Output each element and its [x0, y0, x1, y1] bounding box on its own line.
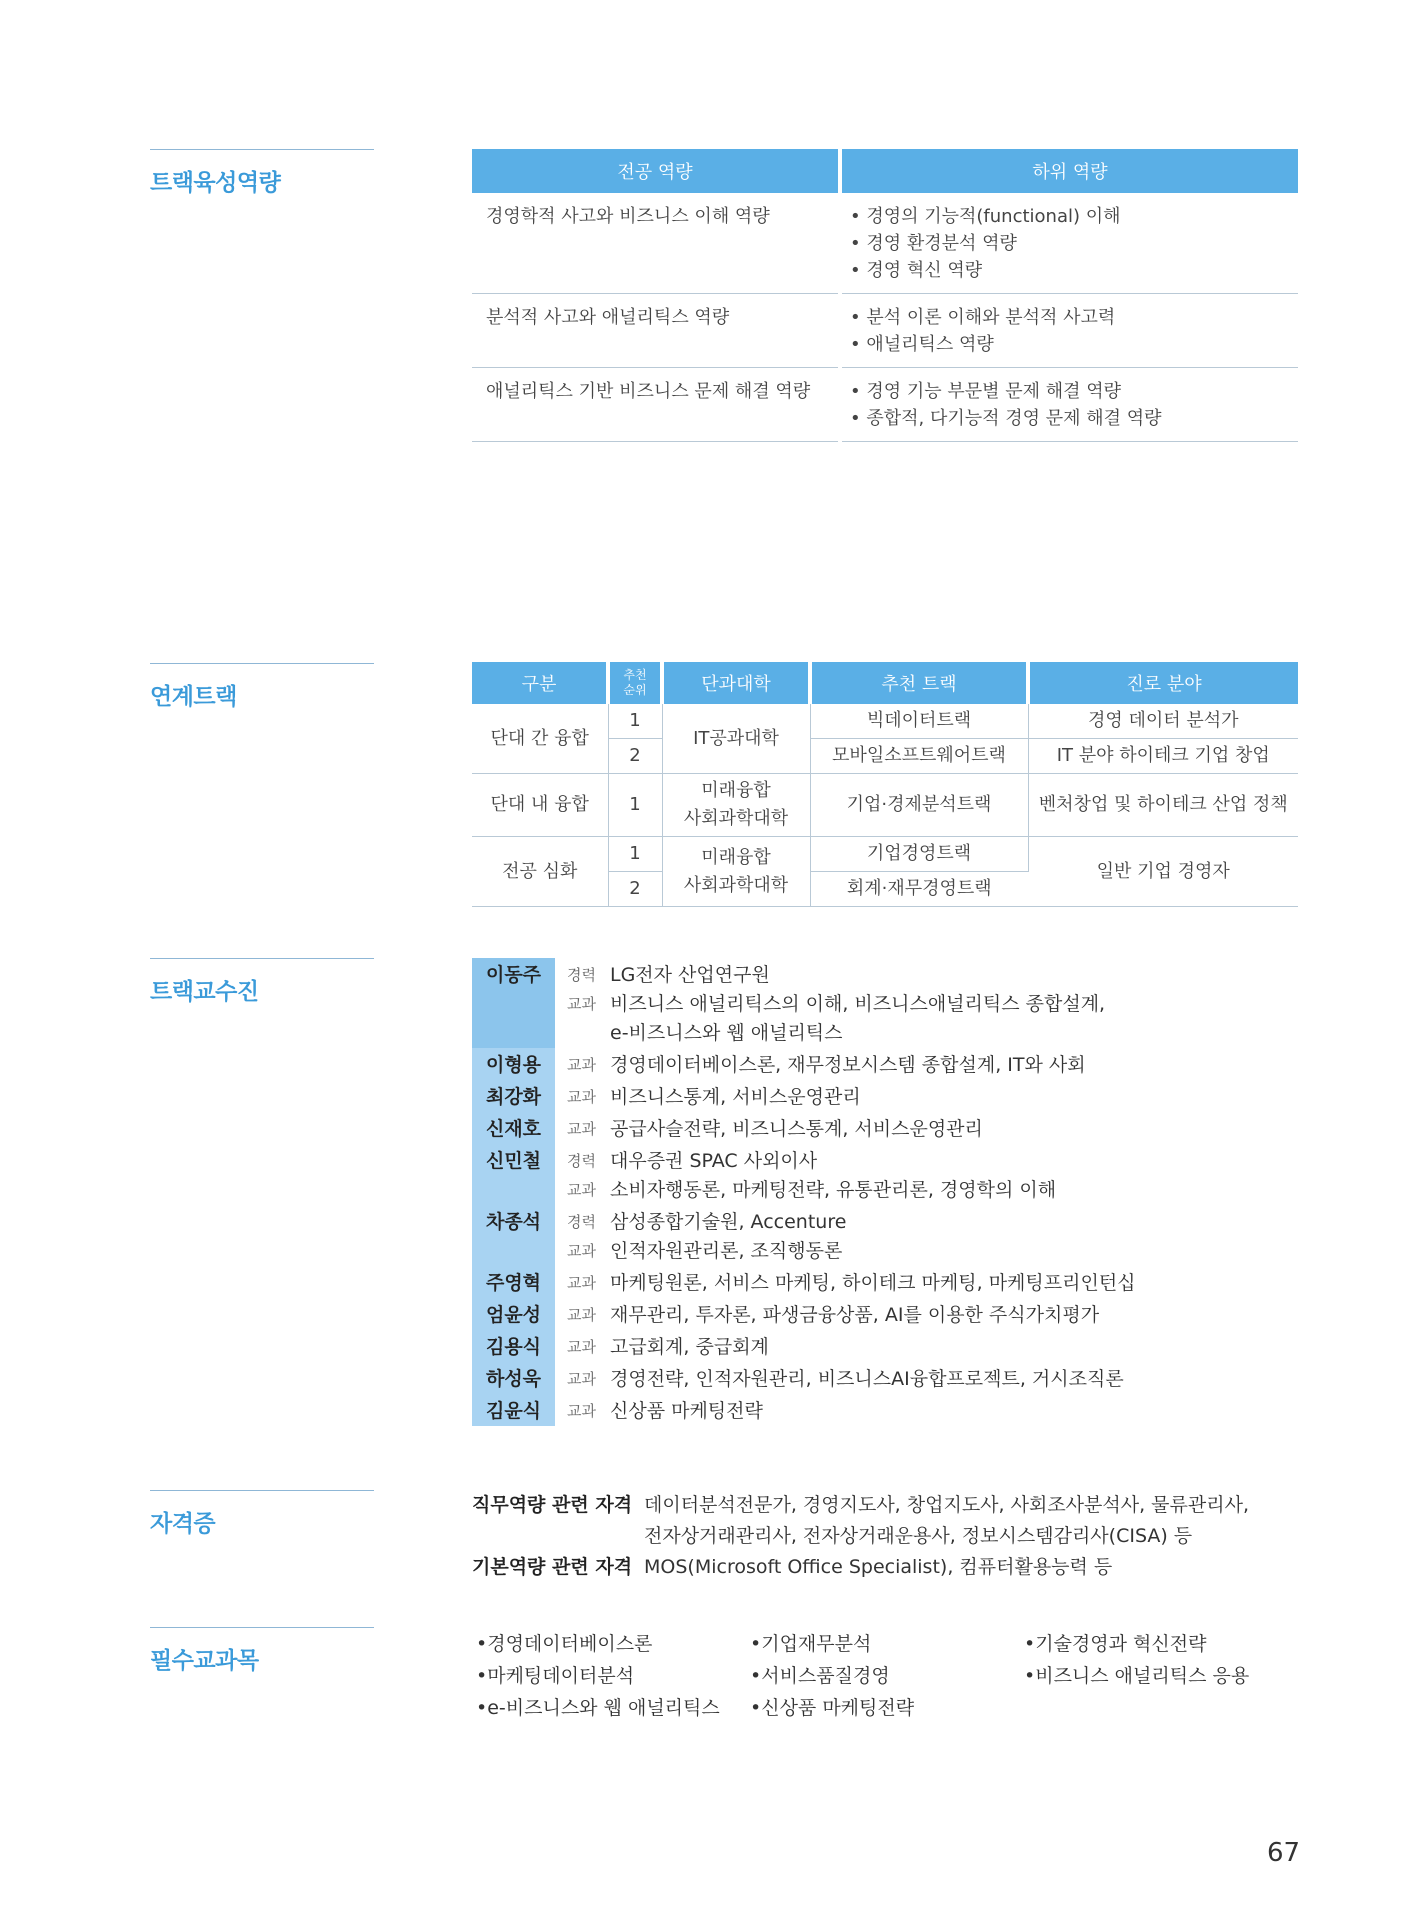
certificate-label: 기본역량 관련 자격 [472, 1556, 633, 1578]
list-item: • 분석 이론 이해와 분석적 사고력 [850, 304, 1284, 331]
section-label-certificate: 자격증 [150, 1490, 374, 1538]
faculty-details [555, 1048, 1086, 1080]
rank-header-bottom: 순위 [623, 683, 647, 697]
table-header [608, 662, 662, 704]
faculty-text: 공급사슬전략, 비즈니스통계, 서비스운영관리 [610, 1118, 983, 1140]
table-row [472, 774, 1298, 837]
faculty-row [472, 1362, 1302, 1394]
list-item: • 마케팅데이터분석 [476, 1660, 750, 1692]
faculty-text: 비즈니스통계, 서비스운영관리 [610, 1086, 861, 1108]
table-cell [840, 294, 1298, 368]
page-number: 67 [1267, 1838, 1301, 1868]
table-cell [662, 774, 810, 837]
faculty-tag: 교과 [567, 1402, 596, 1420]
table-cell [662, 837, 810, 907]
faculty-details [555, 958, 1105, 1048]
list-item: • 신상품 마케팅전략 [750, 1692, 1024, 1724]
certificate-row [472, 1490, 1249, 1552]
faculty-row [472, 1205, 1302, 1266]
faculty-text: 삼성종합기술원, Accenture [610, 1211, 847, 1233]
faculty-text: 경영전략, 인적자원관리, 비즈니스AI융합프로젝트, 거시조직론 [610, 1368, 1124, 1390]
table-cell: 단대 내 융합 [472, 774, 608, 837]
table-cell: IT공과대학 [662, 704, 810, 774]
certificate-list [472, 1490, 1249, 1583]
faculty-name: 김용식 [472, 1330, 555, 1362]
table-cell: 2 [608, 872, 662, 907]
certificate-value: 데이터분석전문가, 경영지도사, 창업지도사, 사회조사분석사, 물류관리사, [644, 1494, 1249, 1516]
faculty-details [555, 1266, 1136, 1298]
course-column [1024, 1628, 1298, 1724]
table-row [472, 193, 1298, 294]
list-item: • e-비즈니스와 웹 애널리틱스 [476, 1692, 750, 1724]
college-line: 사회과학대학 [683, 874, 789, 896]
table-cell: 벤처창업 및 하이테크 산업 정책 [1028, 774, 1298, 837]
faculty-tag: 교과 [567, 995, 596, 1013]
faculty-row [472, 1144, 1302, 1205]
faculty-tag: 교과 [567, 1242, 596, 1260]
college-line: 사회과학대학 [683, 808, 789, 829]
table-cell: 단대 간 융합 [472, 704, 608, 774]
table-cell: 빅데이터트랙 [810, 704, 1028, 739]
table-header: 하위 역량 [840, 149, 1298, 193]
faculty-details [555, 1112, 983, 1144]
faculty-row [472, 1080, 1302, 1112]
table-cell: 1 [608, 774, 662, 837]
list-item: • 종합적, 다기능적 경영 문제 해결 역량 [850, 405, 1284, 432]
list-item: • 경영 환경분석 역량 [850, 230, 1284, 257]
list-item: • 기업재무분석 [750, 1628, 1024, 1660]
table-header-row [472, 149, 1298, 193]
table-cell: IT 분야 하이테크 기업 창업 [1028, 739, 1298, 774]
faculty-name: 신재호 [472, 1112, 555, 1144]
faculty-tag: 교과 [567, 1370, 596, 1388]
list-item: • 서비스품질경영 [750, 1660, 1024, 1692]
faculty-details [555, 1080, 861, 1112]
competency-table [472, 149, 1298, 442]
faculty-row [472, 1394, 1302, 1426]
certificate-row [472, 1552, 1249, 1583]
faculty-text: e-비즈니스와 웹 애널리틱스 [610, 1022, 843, 1044]
course-column [476, 1628, 750, 1724]
faculty-details [555, 1144, 1056, 1205]
faculty-row [472, 1330, 1302, 1362]
rank-header-top: 추천 [623, 668, 647, 682]
table-header: 추천 트랙 [810, 662, 1028, 704]
certificate-label: 직무역량 관련 자격 [472, 1494, 633, 1516]
faculty-tag: 교과 [567, 1306, 596, 1324]
table-header: 전공 역량 [472, 149, 840, 193]
faculty-name: 이형용 [472, 1048, 555, 1080]
table-row [472, 704, 1298, 739]
faculty-tag: 경력 [567, 966, 596, 984]
faculty-tag: 교과 [567, 1338, 596, 1356]
faculty-text: 소비자행동론, 마케팅전략, 유통관리론, 경영학의 이해 [610, 1179, 1057, 1201]
table-cell: 2 [608, 739, 662, 774]
faculty-row [472, 958, 1302, 1048]
table-cell [840, 193, 1298, 294]
faculty-row [472, 1112, 1302, 1144]
table-cell: 분석적 사고와 애널리틱스 역량 [472, 294, 840, 368]
table-cell: 모바일소프트웨어트랙 [810, 739, 1028, 774]
faculty-text: 비즈니스 애널리틱스의 이해, 비즈니스애널리틱스 종합설계, [610, 993, 1106, 1015]
faculty-name: 이동주 [472, 958, 555, 1048]
table-header: 진로 분야 [1028, 662, 1298, 704]
faculty-name: 하성욱 [472, 1362, 555, 1394]
table-header-row [472, 662, 1298, 704]
table-cell: 1 [608, 704, 662, 739]
list-item: • 경영의 기능적(functional) 이해 [850, 203, 1284, 230]
list-item: • 경영데이터베이스론 [476, 1628, 750, 1660]
section-label-required-courses: 필수교과목 [150, 1627, 374, 1675]
faculty-details [555, 1205, 846, 1266]
faculty-tag: 교과 [567, 1056, 596, 1074]
table-cell: 1 [608, 837, 662, 872]
faculty-name: 신민철 [472, 1144, 555, 1205]
table-row [472, 837, 1298, 872]
faculty-row [472, 1266, 1302, 1298]
linked-track-table [472, 662, 1298, 907]
table-cell [840, 368, 1298, 442]
section-label-faculty: 트랙교수진 [150, 958, 374, 1006]
college-line: 미래융합 [701, 846, 771, 868]
list-item: • 애널리틱스 역량 [850, 331, 1284, 358]
table-cell: 기업·경제분석트랙 [810, 774, 1028, 837]
faculty-text: 대우증권 SPAC 사외이사 [610, 1150, 818, 1172]
faculty-name: 엄윤성 [472, 1298, 555, 1330]
table-cell: 애널리틱스 기반 비즈니스 문제 해결 역량 [472, 368, 840, 442]
faculty-tag [567, 1019, 610, 1048]
faculty-tag: 교과 [567, 1120, 596, 1138]
table-cell: 회계·재무경영트랙 [810, 872, 1028, 907]
college-line: 미래융합 [701, 780, 771, 801]
faculty-details [555, 1362, 1124, 1394]
faculty-tag: 경력 [567, 1213, 596, 1231]
faculty-text: LG전자 산업연구원 [610, 964, 770, 986]
table-cell: 일반 기업 경영자 [1028, 837, 1298, 907]
table-cell: 기업경영트랙 [810, 837, 1028, 872]
faculty-tag: 경력 [567, 1152, 596, 1170]
table-header: 구분 [472, 662, 608, 704]
course-column [750, 1628, 1024, 1724]
list-item: • 경영 혁신 역량 [850, 257, 1284, 284]
faculty-name: 최강화 [472, 1080, 555, 1112]
section-label-linked-track: 연계트랙 [150, 663, 374, 711]
faculty-details [555, 1330, 769, 1362]
list-item: • 비즈니스 애널리틱스 응용 [1024, 1660, 1298, 1692]
certificate-value: 전자상거래관리사, 전자상거래운용사, 정보시스템감리사(CISA) 등 [644, 1525, 1193, 1547]
faculty-tag: 교과 [567, 1181, 596, 1199]
table-row [472, 368, 1298, 442]
faculty-text: 인적자원관리론, 조직행동론 [610, 1240, 843, 1262]
section-label-competency: 트랙육성역량 [150, 149, 374, 197]
table-cell: 경영 데이터 분석가 [1028, 704, 1298, 739]
table-cell: 전공 심화 [472, 837, 608, 907]
faculty-row [472, 1298, 1302, 1330]
faculty-tag: 교과 [567, 1088, 596, 1106]
faculty-name: 김윤식 [472, 1394, 555, 1426]
list-item: • 경영 기능 부문별 문제 해결 역량 [850, 378, 1284, 405]
faculty-row [472, 1048, 1302, 1080]
faculty-text: 신상품 마케팅전략 [610, 1400, 763, 1422]
faculty-details [555, 1394, 763, 1426]
required-course-list [476, 1628, 1298, 1724]
list-item: • 기술경영과 혁신전략 [1024, 1628, 1298, 1660]
faculty-text: 마케팅원론, 서비스 마케팅, 하이테크 마케팅, 마케팅프리인턴십 [610, 1272, 1136, 1294]
faculty-text: 경영데이터베이스론, 재무정보시스템 종합설계, IT와 사회 [610, 1054, 1086, 1076]
certificate-value: MOS(Microsoft Office Specialist), 컴퓨터활용능력 등 [644, 1556, 1113, 1578]
faculty-text: 고급회계, 중급회계 [610, 1336, 769, 1358]
faculty-name: 주영혁 [472, 1266, 555, 1298]
faculty-list [472, 958, 1302, 1426]
table-cell: 경영학적 사고와 비즈니스 이해 역량 [472, 193, 840, 294]
table-row [472, 294, 1298, 368]
faculty-name: 차종석 [472, 1205, 555, 1266]
faculty-tag: 교과 [567, 1274, 596, 1292]
faculty-text: 재무관리, 투자론, 파생금융상품, AI를 이용한 주식가치평가 [610, 1304, 1100, 1326]
table-header: 단과대학 [662, 662, 810, 704]
faculty-details [555, 1298, 1099, 1330]
